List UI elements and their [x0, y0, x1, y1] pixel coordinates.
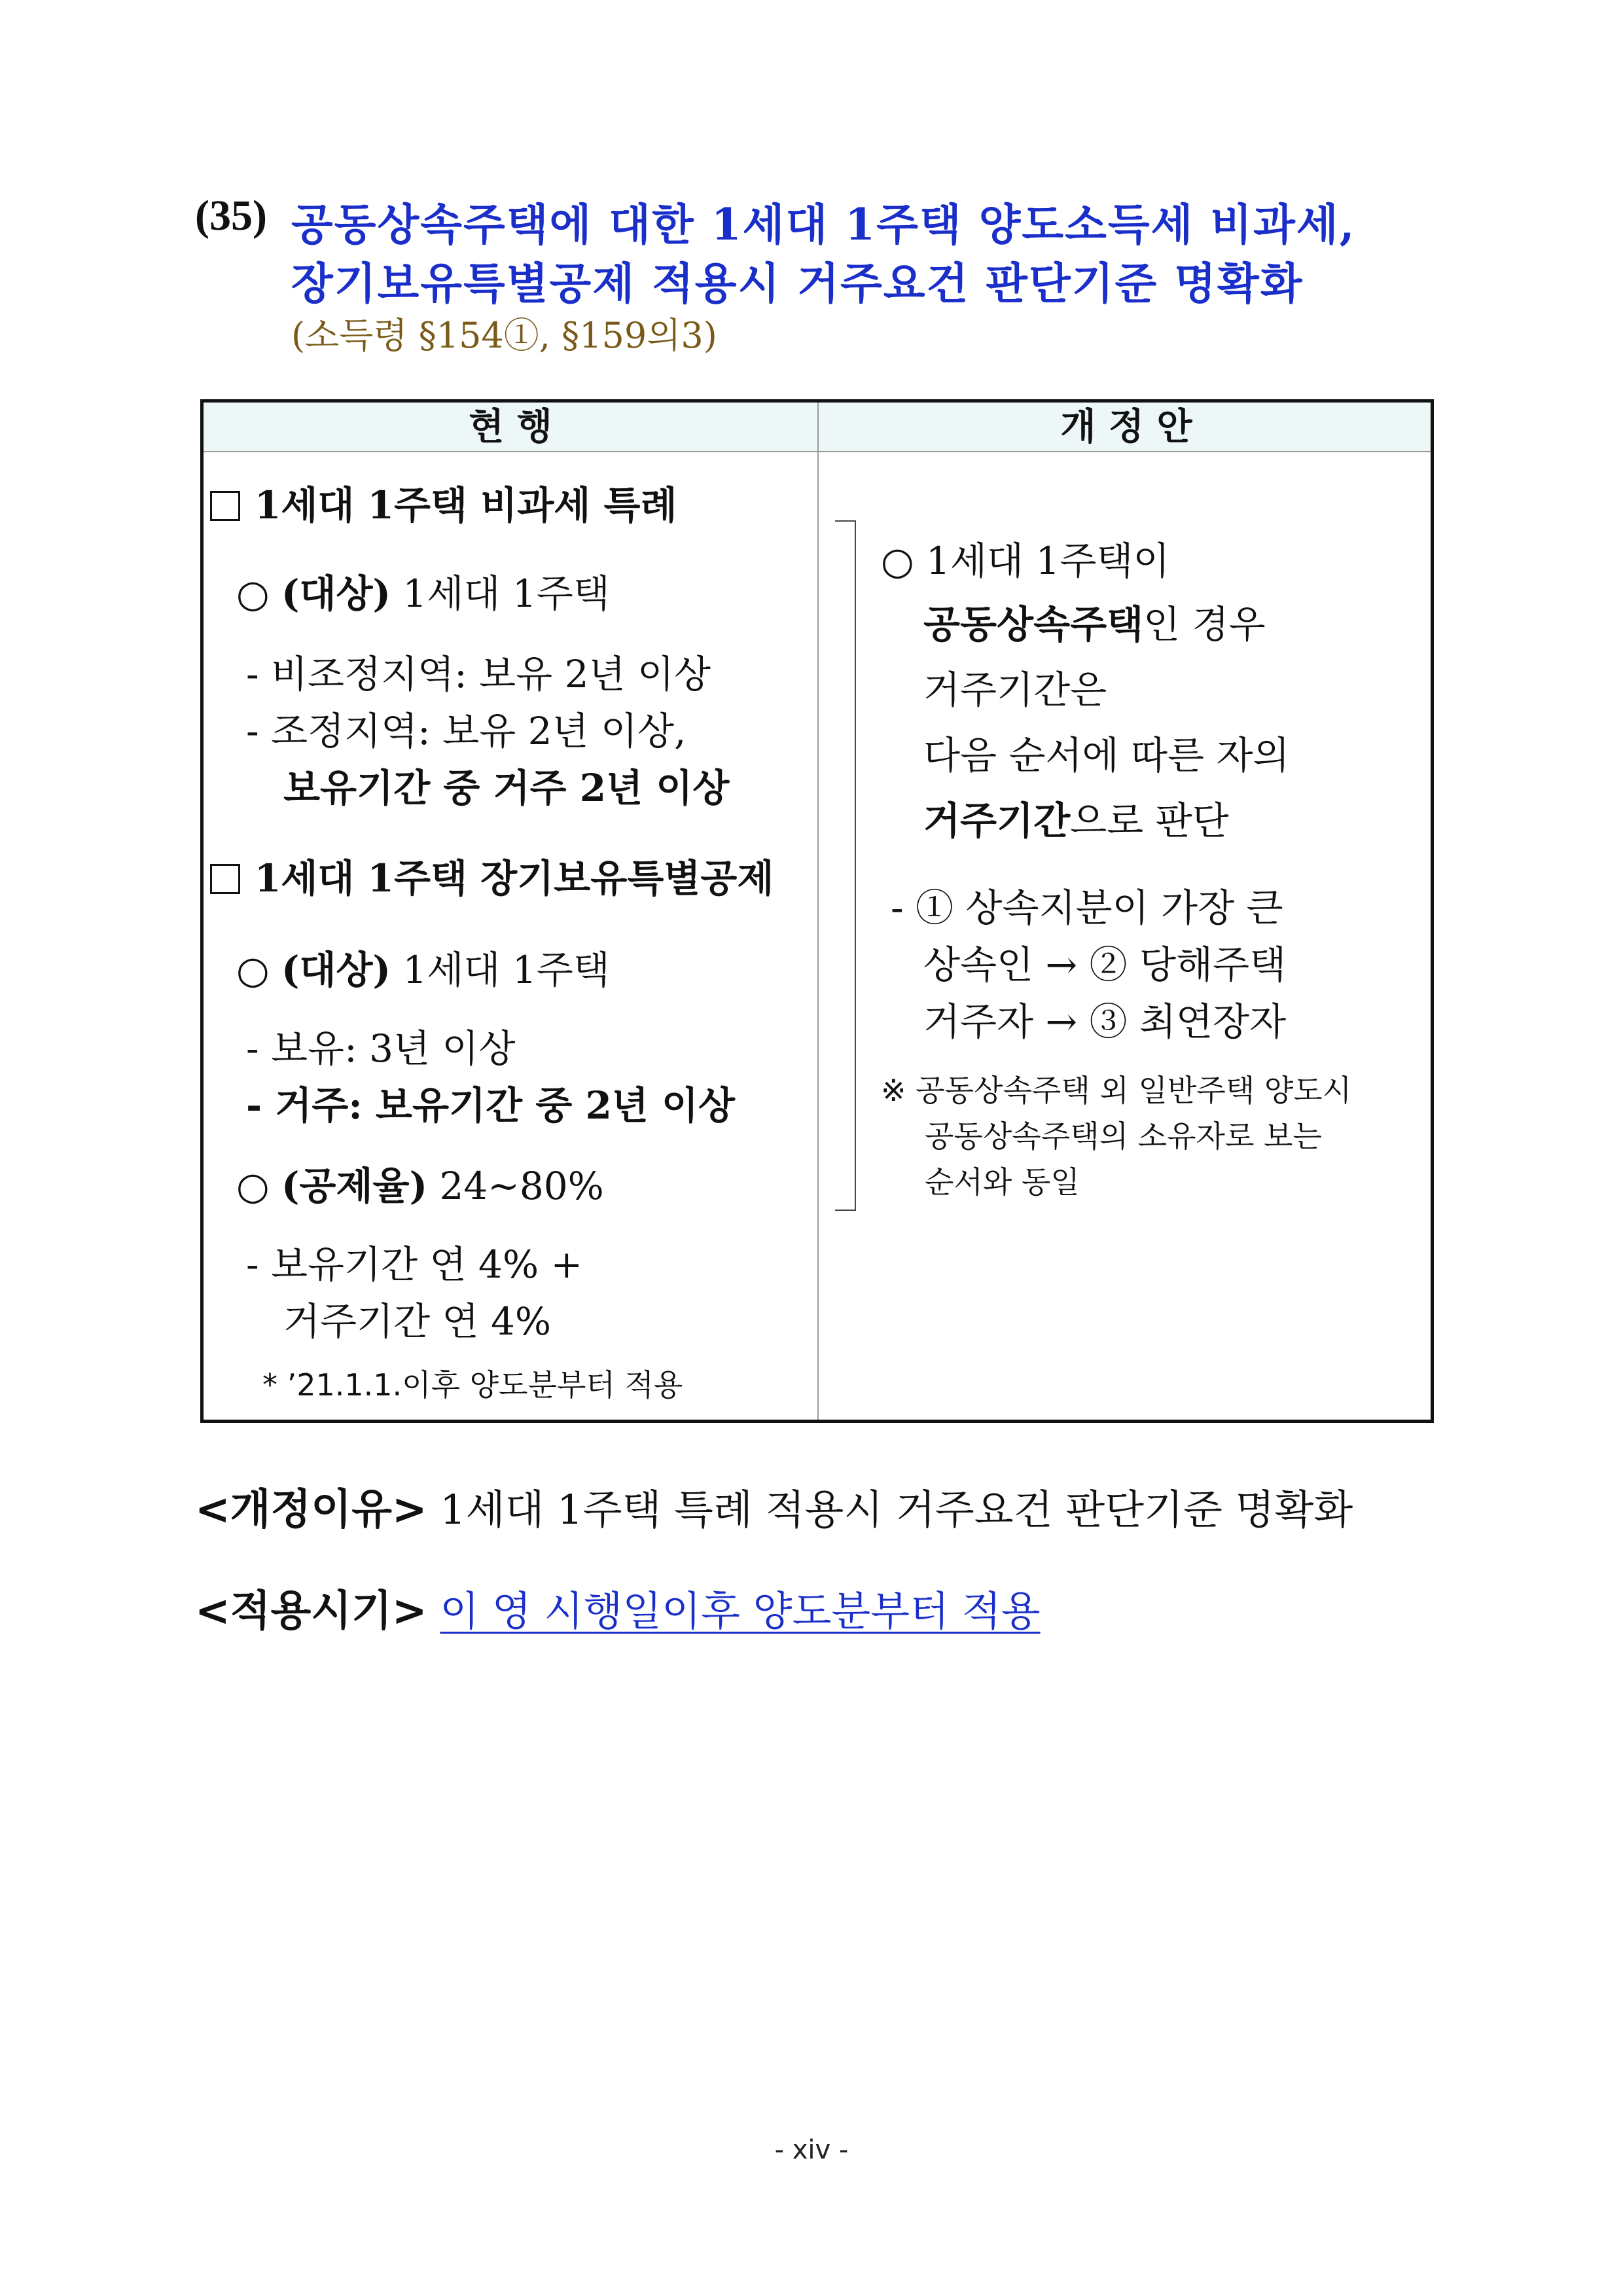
law-reference: (소득령 §154①, §159의3)	[291, 315, 717, 356]
apply-value: 이 영 시행일이후 양도분부터 적용	[440, 1587, 1041, 1635]
proposed-dash1-cont2: 거주자 → ③ 최연장자	[923, 999, 1287, 1044]
current-box1-title: 1세대 1주택 비과세 특례	[210, 475, 677, 529]
current-box2-dash1: - 보유: 3년 이상	[246, 1026, 516, 1071]
circle-bullet-icon: ○	[236, 948, 270, 992]
bracket-mark	[835, 520, 856, 1211]
apply-label: <적용시기>	[195, 1587, 427, 1636]
target-value: 1세대 1주택	[391, 571, 610, 616]
section-title-line-2: 장기보유특별공제 적용시 거주요건 판단기준 명확화	[291, 258, 1304, 309]
current-box2-rate	[236, 1155, 604, 1210]
page-number: - xiv -	[774, 2135, 849, 2165]
header-proposed: 개 정 안	[1060, 405, 1192, 448]
section-number: (35)	[195, 192, 267, 240]
header-current: 현 행	[469, 405, 552, 448]
column-divider	[817, 403, 819, 1420]
section-title-line-1: 공동상속주택에 대한 1세대 1주택 양도소득세 비과세,	[291, 199, 1356, 250]
reason-value: 1세대 1주택 특례 적용시 거주요건 판단기준 명확화	[427, 1486, 1353, 1534]
proposed-line2-rest: 인 경우	[1143, 602, 1266, 647]
target-value: 1세대 1주택	[391, 948, 610, 992]
current-box2-dash3-cont: 거주기간 연 4%	[283, 1299, 552, 1344]
proposed-line5	[923, 790, 1229, 845]
current-box1-dash2: - 조정지역: 보유 2년 이상,	[246, 709, 687, 753]
proposed-note3: 순서와 동일	[925, 1164, 1080, 1200]
current-box1-target	[236, 563, 610, 618]
checkbox-square-icon	[210, 864, 240, 894]
proposed-note1: ※ 공동상속주택 외 일반주택 양도시	[881, 1073, 1352, 1108]
proposed-dash1: - ① 상속지분이 가장 큰	[891, 886, 1283, 930]
proposed-line2-bold: 공동상속주택	[923, 602, 1144, 647]
proposed-dash1-cont1: 상속인 → ② 당해주택	[923, 942, 1287, 987]
proposed-line2	[923, 594, 1266, 649]
proposed-line3: 거주기간은	[923, 668, 1107, 712]
comparison-table	[200, 399, 1434, 1423]
rate-value: 24~80%	[427, 1164, 604, 1208]
target-label: (대상)	[281, 948, 391, 992]
proposed-line4: 다음 순서에 따른 자의	[923, 733, 1290, 778]
amendment-reason	[195, 1476, 1353, 1536]
proposed-line1: ○ 1세대 1주택이	[881, 539, 1170, 583]
current-box1-dash1: - 비조정지역: 보유 2년 이상	[246, 652, 711, 696]
current-box2-dash2: - 거주: 보유기간 중 2년 이상	[246, 1083, 736, 1128]
circle-bullet-icon: ○	[236, 571, 270, 616]
proposed-line5-bold: 거주기간	[923, 798, 1071, 843]
application-timing	[195, 1577, 1041, 1638]
current-footnote: * ’21.1.1.이후 양도분부터 적용	[262, 1367, 683, 1403]
circle-bullet-icon: ○	[236, 1164, 270, 1208]
reason-label: <개정이유>	[195, 1486, 427, 1534]
current-box2-title: 1세대 1주택 장기보유특별공제	[210, 848, 774, 903]
current-box1-dash2-cont: 보유기간 중 거주 2년 이상	[283, 766, 730, 810]
current-box2-dash3: - 보유기간 연 4% +	[246, 1242, 583, 1287]
proposed-note2: 공동상속주택의 소유자로 보는	[925, 1119, 1322, 1154]
proposed-line5-rest: 으로 판단	[1070, 798, 1229, 843]
rate-label: (공제율)	[281, 1164, 428, 1208]
current-box2-target	[236, 939, 610, 994]
checkbox-square-icon	[210, 491, 240, 521]
target-label: (대상)	[281, 571, 391, 616]
